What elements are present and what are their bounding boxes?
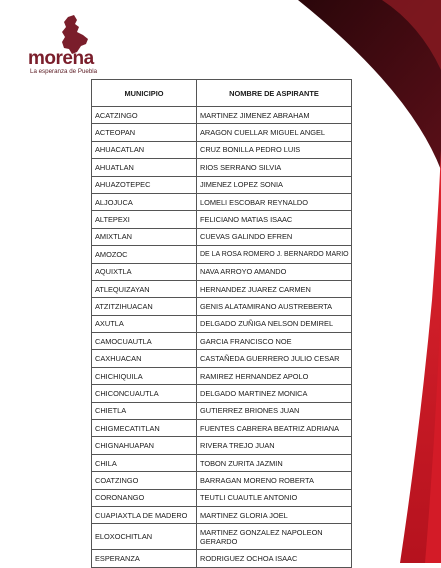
table-row: [92, 350, 352, 367]
cell-municipio: ACATZINGO: [92, 107, 197, 124]
table-row: [92, 402, 352, 419]
cell-aspirante: TEUTLI CUAUTLE ANTONIO: [197, 489, 352, 506]
table-row: [92, 298, 352, 315]
cell-aspirante: BARRAGAN MORENO ROBERTA: [197, 472, 352, 489]
cell-municipio: ALJOJUCA: [92, 193, 197, 210]
table-row: [92, 124, 352, 141]
cell-municipio: ACTEOPAN: [92, 124, 197, 141]
table-row: [92, 228, 352, 245]
cell-aspirante: CUEVAS GALINDO EFREN: [197, 228, 352, 245]
cell-aspirante: DELGADO MARTINEZ MONICA: [197, 385, 352, 402]
table-row: [92, 472, 352, 489]
table-row: [92, 489, 352, 506]
table-row: [92, 280, 352, 297]
cell-aspirante: GUTIERREZ BRIONES JUAN: [197, 402, 352, 419]
cell-municipio: AQUIXTLA: [92, 263, 197, 280]
cell-aspirante: DELGADO ZUÑIGA NELSON DEMIREL: [197, 315, 352, 332]
cell-municipio: CHIGMECATITLAN: [92, 420, 197, 437]
cell-municipio: CAMOCUAUTLA: [92, 333, 197, 350]
cell-aspirante: GARCIA FRANCISCO NOE: [197, 333, 352, 350]
cell-aspirante: CASTAÑEDA GUERRERO JULIO CESAR: [197, 350, 352, 367]
cell-aspirante: RIOS SERRANO SILVIA: [197, 159, 352, 176]
table-row: [92, 333, 352, 350]
table-row: [92, 454, 352, 471]
table-row: [92, 246, 352, 263]
cell-aspirante: FELICIANO MATIAS ISAAC: [197, 211, 352, 228]
cell-municipio: ATLEQUIZAYAN: [92, 280, 197, 297]
table-row: [92, 506, 352, 523]
logo-tagline: La esperanza de Puebla: [30, 68, 98, 75]
cell-aspirante: NAVA ARROYO AMANDO: [197, 263, 352, 280]
cell-municipio: AMIXTLAN: [92, 228, 197, 245]
cell-municipio: AHUATLAN: [92, 159, 197, 176]
cell-municipio: CHIGNAHUAPAN: [92, 437, 197, 454]
cell-municipio: CAXHUACAN: [92, 350, 197, 367]
table-row: [92, 193, 352, 210]
cell-aspirante: LOMELI ESCOBAR REYNALDO: [197, 193, 352, 210]
cell-municipio: ATZITZIHUACAN: [92, 298, 197, 315]
cell-municipio: CHIETLA: [92, 402, 197, 419]
logo-wordmark: morena: [28, 48, 94, 69]
cell-aspirante: ARAGON CUELLAR MIGUEL ANGEL: [197, 124, 352, 141]
candidates-table: [91, 79, 352, 568]
cell-municipio: AHUAZOTEPEC: [92, 176, 197, 193]
cell-aspirante: RODRIGUEZ OCHOA ISAAC: [197, 550, 352, 567]
cell-municipio: ESPERANZA: [92, 550, 197, 567]
cell-municipio: CHILA: [92, 454, 197, 471]
cell-municipio: AMOZOC: [92, 246, 197, 263]
cell-aspirante: MARTINEZ JIMENEZ ABRAHAM: [197, 107, 352, 124]
cell-aspirante: MARTINEZ GONZALEZ NAPOLEON GERARDO: [197, 524, 352, 550]
cell-aspirante: RAMIREZ HERNANDEZ APOLO: [197, 367, 352, 384]
cell-aspirante: JIMENEZ LOPEZ SONIA: [197, 176, 352, 193]
table-row: [92, 263, 352, 280]
table-row: [92, 550, 352, 567]
cell-municipio: CORONANGO: [92, 489, 197, 506]
cell-municipio: ALTEPEXI: [92, 211, 197, 228]
cell-aspirante: RIVERA TREJO JUAN: [197, 437, 352, 454]
cell-municipio: CHICONCUAUTLA: [92, 385, 197, 402]
table-row: [92, 367, 352, 384]
cell-municipio: ELOXOCHITLAN: [92, 524, 197, 550]
cell-aspirante: FUENTES CABRERA BEATRIZ ADRIANA: [197, 420, 352, 437]
table-row: [92, 420, 352, 437]
cell-municipio: CHICHIQUILA: [92, 367, 197, 384]
cell-aspirante: CRUZ BONILLA PEDRO LUIS: [197, 141, 352, 158]
cell-aspirante: DE LA ROSA ROMERO J. BERNARDO MARIO: [197, 246, 352, 263]
cell-aspirante: HERNANDEZ JUAREZ CARMEN: [197, 280, 352, 297]
table-row: [92, 176, 352, 193]
header-nombre-aspirante: NOMBRE DE ASPIRANTE: [197, 80, 352, 107]
cell-municipio: AHUACATLAN: [92, 141, 197, 158]
cell-aspirante: GENIS ALATAMIRANO AUSTREBERTA: [197, 298, 352, 315]
cell-aspirante: TOBON ZURITA JAZMIN: [197, 454, 352, 471]
table-row: [92, 159, 352, 176]
table-row: [92, 437, 352, 454]
table-row: [92, 315, 352, 332]
table-header-row: [92, 80, 352, 107]
table-row: [92, 385, 352, 402]
cell-municipio: CUAPIAXTLA DE MADERO: [92, 506, 197, 523]
cell-municipio: COATZINGO: [92, 472, 197, 489]
table-row: [92, 524, 352, 550]
header-municipio: MUNICIPIO: [92, 80, 197, 107]
morena-logo: [28, 15, 108, 77]
cell-municipio: AXUTLA: [92, 315, 197, 332]
table-row: [92, 107, 352, 124]
cell-aspirante: MARTINEZ GLORIA JOEL: [197, 506, 352, 523]
table-row: [92, 211, 352, 228]
table-row: [92, 141, 352, 158]
